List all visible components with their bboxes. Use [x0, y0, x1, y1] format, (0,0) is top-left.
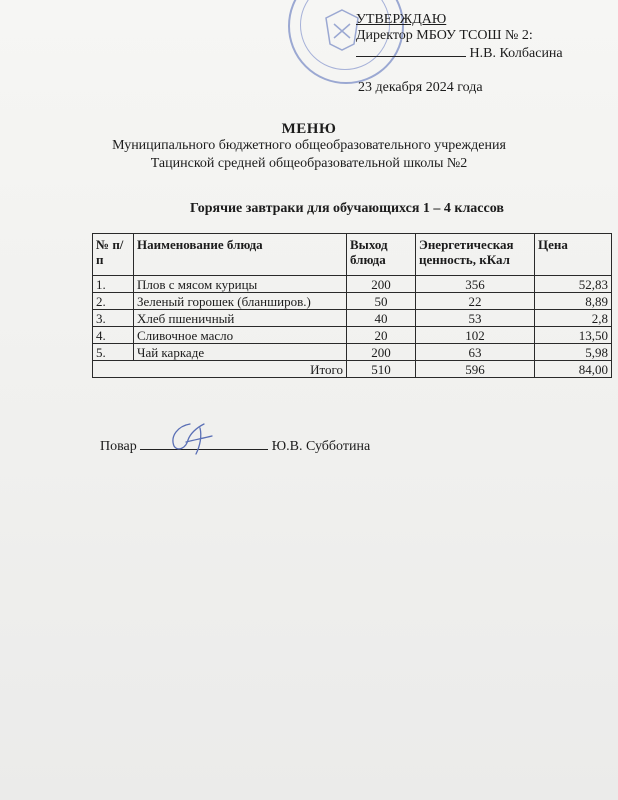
- approval-name: Н.В. Колбасина: [469, 46, 563, 61]
- table-total-row: [93, 361, 612, 378]
- row-number: 5.: [93, 344, 134, 361]
- row-energy: 356: [416, 276, 535, 293]
- header-price: Цена: [535, 234, 612, 276]
- header-number: № п/п: [93, 234, 134, 276]
- row-dish: Зеленый горошек (бланширов.): [134, 293, 347, 310]
- row-yield: 50: [347, 293, 416, 310]
- row-dish: Хлеб пшеничный: [134, 310, 347, 327]
- total-energy: 596: [416, 361, 535, 378]
- cook-name: Ю.В. Субботина: [271, 439, 371, 454]
- row-energy: 63: [416, 344, 535, 361]
- row-yield: 40: [347, 310, 416, 327]
- row-number: 4.: [93, 327, 134, 344]
- row-price: 5,98: [535, 344, 612, 361]
- header-dish: Наименование блюда: [134, 234, 347, 276]
- row-price: 8,89: [535, 293, 612, 310]
- approval-signature-row: [356, 44, 563, 62]
- header-energy: Энергетическая ценность, кКал: [416, 234, 535, 276]
- table-row: [93, 327, 612, 344]
- row-dish: Сливочное масло: [134, 327, 347, 344]
- approval-heading: УТВЕРЖДАЮ: [356, 12, 447, 27]
- org-line-1: Муниципального бюджетного общеобразовательного учреждения: [112, 138, 506, 153]
- row-number: 3.: [93, 310, 134, 327]
- row-yield: 200: [347, 276, 416, 293]
- menu-table: [92, 233, 612, 378]
- table-row: [93, 276, 612, 293]
- cook-label: Повар: [100, 439, 137, 454]
- table-row: [93, 310, 612, 327]
- menu-subtitle: Горячие завтраки для обучающихся 1 – 4 классов: [190, 201, 504, 216]
- row-number: 2.: [93, 293, 134, 310]
- row-energy: 53: [416, 310, 535, 327]
- total-yield: 510: [347, 361, 416, 378]
- total-label: Итого: [93, 361, 347, 378]
- row-price: 13,50: [535, 327, 612, 344]
- row-yield: 200: [347, 344, 416, 361]
- org-line-2: Тацинской средней общеобразовательной школы №2: [150, 156, 468, 171]
- handwritten-signature: [160, 418, 220, 458]
- header-yield: Выход блюда: [347, 234, 416, 276]
- row-dish: Плов с мясом курицы: [134, 276, 347, 293]
- row-energy: 102: [416, 327, 535, 344]
- table-row: [93, 293, 612, 310]
- approval-block: [356, 12, 563, 62]
- row-energy: 22: [416, 293, 535, 310]
- approval-date: 23 декабря 2024 года: [358, 80, 483, 95]
- row-price: 2,8: [535, 310, 612, 327]
- menu-title: МЕНЮ: [281, 121, 337, 137]
- row-number: 1.: [93, 276, 134, 293]
- row-dish: Чай каркаде: [134, 344, 347, 361]
- cook-signature-block: [100, 437, 370, 455]
- table-header-row: [93, 234, 612, 276]
- row-price: 52,83: [535, 276, 612, 293]
- table-row: [93, 344, 612, 361]
- approval-signature-line: [356, 44, 466, 57]
- row-yield: 20: [347, 327, 416, 344]
- total-price: 84,00: [535, 361, 612, 378]
- approval-position: Директор МБОУ ТСОШ № 2:: [356, 28, 533, 43]
